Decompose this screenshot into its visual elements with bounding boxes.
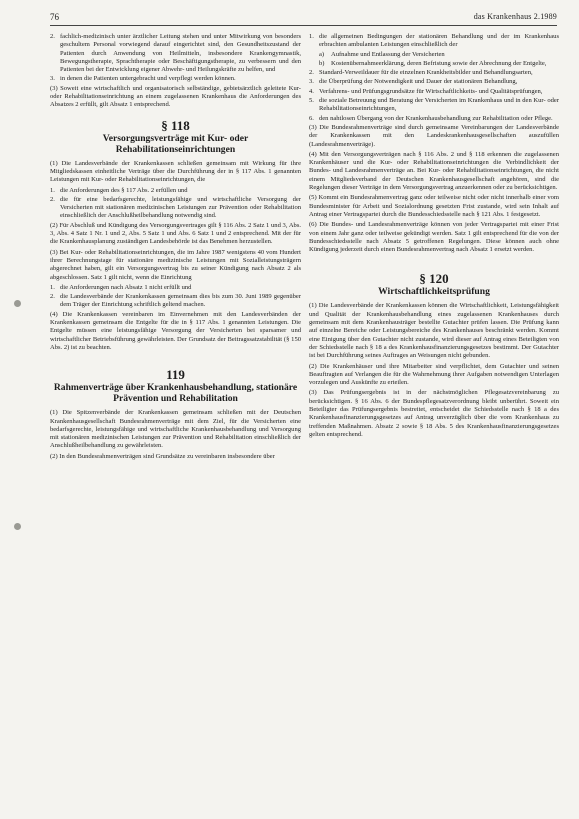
list-item: 3. die Überprüfung der Notwendigkeit und Dauer der stationären Behandlung, <box>309 78 518 86</box>
section-heading-119 <box>50 368 301 404</box>
list-item: 2. Standard-Verweildauer für die einzelnen Krankheitsbilder und Behandlungsarten, <box>309 69 533 77</box>
section-number: § 120 <box>419 271 449 287</box>
page-number: 76 <box>50 12 59 22</box>
right-column <box>309 33 559 441</box>
section-title: Wirtschaftlichkeitsprüfung <box>378 286 490 298</box>
left-column <box>50 33 301 463</box>
list-item: 2. die für eine bedarfsgerechte, leistungsfähige und wirtschaftliche Versorgung der Versicherten mit stationären medizinischen Leistungen zur Prävention oder Rehabilitation einschließlich der Anschlußheilbehandlung notwendig sind. <box>50 195 301 220</box>
punch-hole <box>14 300 21 307</box>
list-item: 6. den nahtlosen Übergang von der Krankenhausbehandlung zur Rehabilitation oder Pflege. <box>309 114 553 122</box>
paragraph: (1) Die Landesverbände der Krankenkassen können die Wirtschaftlichkeit, Leistungsfähigkeit und Qualität der Krankenhausbehandlung eines zugelassenen Krankenhauses durch gemeinsam mit dem Krankenhausträger bestellte Gutachter prüfen lassen. Die Prüfung kann auf einzelne Bereiche oder Leistungsbereiche des Krankenhauses beschränkt werden. Kommt eine Einigung über den Gutachter nicht zustande, wird dieser auf Antrag eines Beteiligten von der Schiedsstelle nach § 18 a des Krankenhausfinanzierungsgesetzes bestimmt. Der Gutachter ist bei Durchführung seines Auftrages an Weisungen nicht gebunden. <box>309 302 559 360</box>
paragraph: (3) Bei Kur- oder Rehabilitationseinrichtungen, die im Jahre 1987 wenigstens 40 vom Hundert ihrer Berechnungstage für stationäre medizinische Leistungen mit Sozialleistungsträgern abgerechnet haben, gilt ein Versorgungsvertrag bis zu seiner Kündigung nach Absatz 2 als abgeschlossen. Satz 1 gilt nicht, wenn die Einrichtung <box>50 248 301 281</box>
running-title: das Krankenhaus 2.1989 <box>473 12 557 21</box>
paragraph: (1) Die Spitzenverbände der Krankenkassen gemeinsam schließen mit der Deutschen Krankenhausgesellschaft Bundesrahmenverträge mit dem Ziel, für die Versicherten eine bedarfsgerechte, leistungsfähige und wirtschaftliche Krankenhausbehandlung und Versorgung mit stationären medizinischen Leistungen zur Prävention und Rehabilitation einschließlich der Anschlußheilbehandlung zu gewährleisten. <box>50 409 301 450</box>
list-item: 3. in denen die Patienten untergebracht und verpflegt werden können. <box>50 75 236 83</box>
section-title: Versorgungsverträge mit Kur- oder Rehabilitationseinrichtungen <box>102 132 249 155</box>
section-title: Rahmenverträge über Krankenhausbehandlung, stationäre Prävention und Rehabilitation <box>53 382 298 405</box>
paragraph: (3) Soweit eine wirtschaftlich und organisatorisch selbständige, gebietsärztlich geleitete Kur- oder Rehabilitationseinrichtung an einem zugelassenen Krankenhaus die Anforderungen des Absatzes 2 erfüllt, gilt Absatz 1 entsprechend. <box>50 84 301 109</box>
paragraph: (2) Die Krankenhäuser und ihre Mitarbeiter sind verpflichtet, dem Gutachter und seinen Beauftragten auf Verlangen die für die Wahrnehmung ihrer Aufgaben notwendigen Unterlagen vorzulegen und Auskünfte zu erteilen. <box>309 362 559 387</box>
section-number: § 118 <box>161 117 190 133</box>
paragraph: (1) Die Landesverbände der Krankenkassen schließen gemeinsam mit Wirkung für ihre Mitgliedskassen einheitliche Verträge über die Durchführung der in § 117 Abs. 1 genannten Leistungen mit Kur- oder Rehabilitationseinrichtungen, die <box>50 159 301 184</box>
section-heading-118 <box>50 119 301 155</box>
list-item: 2. die Landesverbände der Krankenkassen gemeinsam dies bis zum 30. Juni 1989 gegenüber dem Träger der Einrichtung schriftlich geltend machen. <box>50 293 301 309</box>
list-item: 1. die Anforderungen nach Absatz 1 nicht erfüllt und <box>50 283 192 291</box>
list-item: 4. Verfahrens- und Prüfungsgrundsätze für Wirtschaftlichkeits- und Qualitätsprüfungen, <box>309 87 543 95</box>
list-item: 1. die allgemeinen Bedingungen der stationären Behandlung und der im Krankenhaus erbrachten ambulanten Leistungen einschließlich der <box>309 33 559 49</box>
section-heading-120 <box>309 272 559 297</box>
paragraph: (2) In den Bundesrahmenverträgen sind Grundsätze zu vereinbaren insbesondere über <box>50 452 275 460</box>
paragraph: (3) Die Bundesrahmenverträge sind durch gemeinsame Vereinbarungen der Landesverbände der Krankenkassen mit den Landeskrankenhausgesellschaften auszufüllen (Landesrahmenverträge). <box>309 123 559 148</box>
paragraph: (6) Die Bundes- und Landesrahmenverträge können von jeder Vertragspartei mit einer Frist von einem Jahr ganz oder teilweise gekündigt werden. Satz 1 gilt entsprechend für die von der Bundesschiedsstelle nach Absatz 5 getroffenen Regelungen. Diese können auch ohne Kündigung jederzeit durch einen Bundesrahmenvertrag nach Absatz 1 ersetzt werden. <box>309 221 559 254</box>
list-item: 1. die Anforderungen des § 117 Abs. 2 erfüllen und <box>50 186 188 194</box>
paragraph: (5) Kommt ein Bundesrahmenvertrag ganz oder teilweise nicht oder nicht innerhalb einer vom Bundesminister für Arbeit und Sozialordnung gesetzten Frist zustande, wird sein Inhalt auf Antrag einer Vertragspartei durch die Bundesschiedsstelle nach § 121 Abs. 1 festgesetzt. <box>309 194 559 218</box>
paragraph: (4) Die Krankenkassen vereinbaren im Einvernehmen mit den Landesverbänden der Krankenkassen gemeinsam die Entgelte für die in § 117 Abs. 1 genannten Leistungen. Die Entgelte müssen eine leistungsfähige Versorgung der Versicherten bei sparsamer und wirtschaftlicher Betriebsführung gewährleisten. Der Grundsatz der Beitragssatzstabilität (§ 150 Abs. 2) ist zu beachten. <box>50 310 301 351</box>
list-item: 5. die soziale Betreuung und Beratung der Versicherten im Krankenhaus und in den Kur- oder Rehabilitationseinrichtungen, <box>309 97 559 113</box>
sub-list-item: b) Kostenübernahmeerklärung, deren Befristung sowie der Abrechnung der Entgelte, <box>319 59 547 67</box>
section-number: 119 <box>166 367 185 383</box>
list-item: 2. fachlich-medizinisch unter ärztlicher Leitung stehen und unter Mitwirkung von besonders geschultem Personal vorwiegend darauf eingerichtet sind, den Gesundheitszustand der Patienten durch Anwendung von Heilmitteln, insbesondere Krankengymnastik, Bewegungstherapie, Sprachtherapie oder Beschäftigungstherapie, zu verbessern und den Patienten bei der Entwicklung eigener Abwehr- und Heilungskräfte zu helfen, und <box>50 33 301 74</box>
sub-list-item: a) Aufnahme und Entlassung der Versicherten <box>319 50 445 58</box>
page-header <box>50 12 557 26</box>
punch-hole <box>14 523 21 530</box>
paragraph: (3) Das Prüfungsergebnis ist in der nächstmöglichen Pflegesatzvereinbarung zu berücksichtigen. § 16 Abs. 6 der Bundespflegesatzverordnung bleibt unberührt. Soweit ein Beteiligter das Prüfungsergebnis bestreitet, entscheidet die Schiedsstelle nach § 18 a des Krankenhausfinanzierungsgesetzes auf Antrag unverzüglich über die vom Krankenhaus zu treffenden Maßnahmen. Absatz 2 sowie § 18 Abs. 5 des Krankenhausfinanzierungsgesetzes gelten entsprechend. <box>309 389 559 438</box>
paragraph: (2) Für Abschluß und Kündigung des Versorgungsvertrages gilt § 116 Abs. 2 Satz 1 und 3, Abs. 3, Abs. 4 Satz 1 Nr. 1 und 2, Abs. 5 Satz 1 und Abs. 6 Satz 1 und 2 entsprechend. Mit der für die Krankenhausplanung zuständigen Landesbehörde ist das Benehmen herzustellen. <box>50 221 301 246</box>
paragraph: (4) Mit den Versorgungsverträgen nach § 116 Abs. 2 und § 118 erkennen die zugelassenen Krankenhäuser und die Kur- oder Rehabilitationseinrichtungen die Verbindlichkeit der Bundes- und Landesrahmenverträge an. Bei Kur- oder Rehabilitationseinrichtungen, die nicht einem Mitgliedsverband der Deutschen Krankenhausgesellschaft angehören, sind die Regelungen dieser Verträge in dem Versorgungsvertrag anzuerkennen oder zu berücksichtigen. <box>309 150 559 192</box>
